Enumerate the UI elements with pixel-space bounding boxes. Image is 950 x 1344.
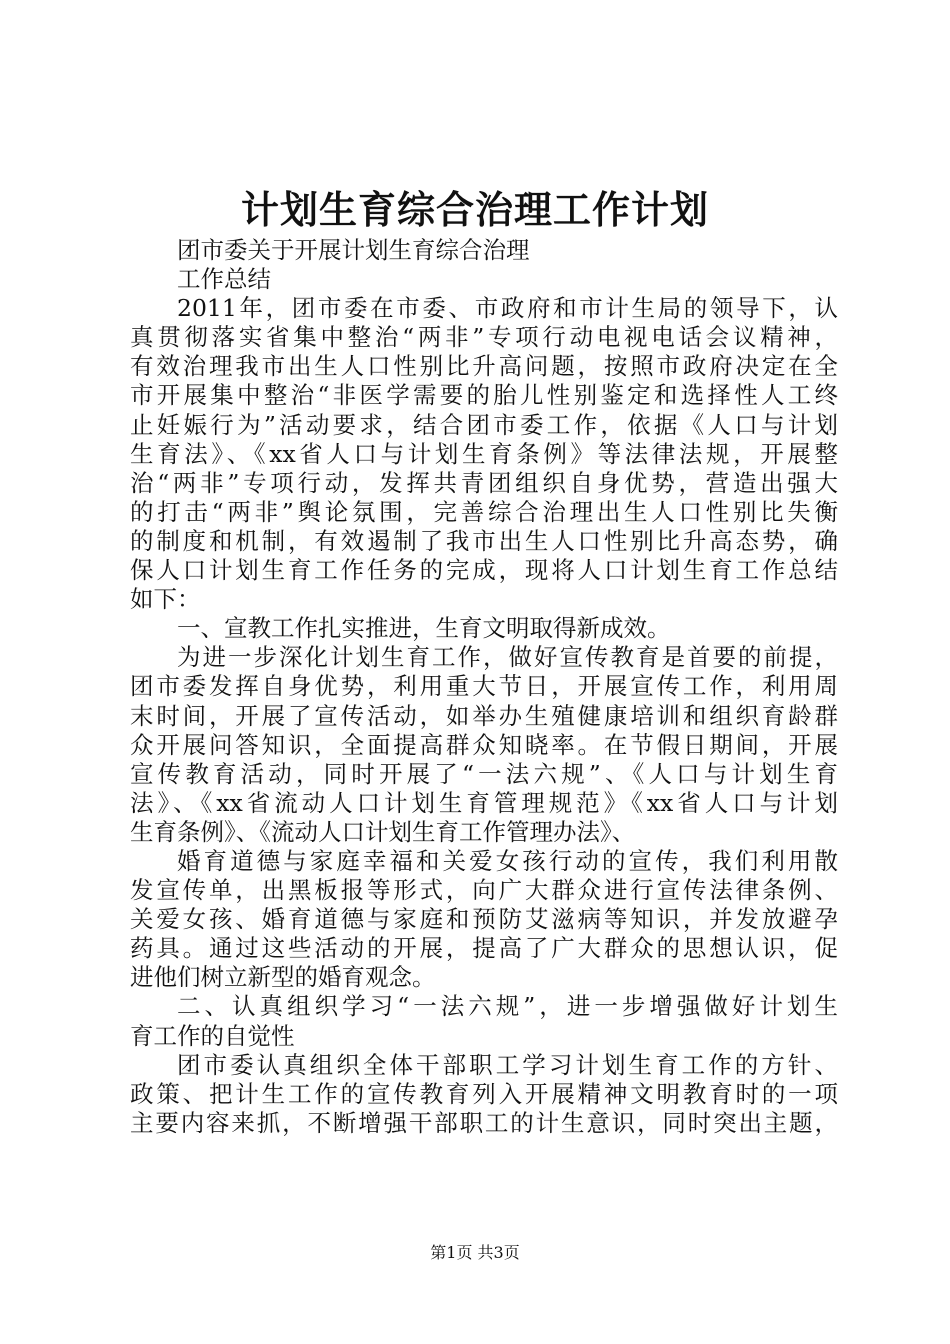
- text-line: 真贯彻落实省集中整治“两非”专项行动电视电话会议精神，: [130, 323, 838, 352]
- section-heading: 一、宣教工作扎实推进，生育文明取得新成效。: [177, 614, 671, 643]
- text-line: 团市委关于开展计划生育综合治理: [177, 236, 530, 264]
- text-line: 为进一步深化计划生育工作，做好宣传教育是首要的前提，: [177, 643, 838, 672]
- text-line: 团市委认真组织全体干部职工学习计划生育工作的方针、: [177, 1050, 838, 1079]
- text-line: 治“两非”专项行动，发挥共青团组织自身优势，营造出强大: [130, 468, 838, 497]
- text-line: 保人口计划生育工作任务的完成，现将人口计划生育工作总结: [130, 556, 838, 585]
- text-line: 进他们树立新型的婚育观念。: [130, 963, 436, 992]
- text-line: 生育条例》、《流动人口计划生育工作管理办法》、: [130, 817, 636, 846]
- text-line: 工作总结: [177, 265, 271, 294]
- page-title: 计划生育综合治理工作计划: [240, 187, 709, 232]
- text-line: 2011年，团市委在市委、市政府和市计生局的领导下，认: [177, 294, 838, 323]
- text-line: 有效治理我市出生人口性别比升高问题，按照市政府决定在全: [130, 352, 838, 381]
- text-line: 主要内容来抓，不断增强干部职工的计生意识，同时突出主题，: [130, 1108, 838, 1137]
- text-line: 育工作的自觉性: [130, 1021, 295, 1050]
- section-heading: 二、认真组织学习“一法六规”，进一步增强做好计划生: [177, 992, 838, 1021]
- text-line: 生育法》、《xx省人口与计划生育条例》等法律法规，开展整: [130, 439, 838, 468]
- text-line: 团市委发挥自身优势，利用重大节日，开展宣传工作，利用周: [130, 672, 838, 701]
- text-line: 关爱女孩、婚育道德与家庭和预防艾滋病等知识，并发放避孕: [130, 905, 838, 934]
- text-line: 止妊娠行为”活动要求，结合团市委工作，依据《人口与计划: [130, 410, 838, 439]
- text-line: 的制度和机制，有效遏制了我市出生人口性别比升高态势，确: [130, 526, 838, 555]
- text-line: 药具。通过这些活动的开展，提高了广大群众的思想认识，促: [130, 934, 838, 963]
- document-body: [130, 236, 838, 1138]
- text-line: 末时间，开展了宣传活动，如举办生殖健康培训和组织育龄群: [130, 701, 838, 730]
- text-line: 市开展集中整治“非医学需要的胎儿性别鉴定和选择性人工终: [130, 381, 838, 410]
- text-line: 的打击“两非”舆论氛围，完善综合治理出生人口性别比失衡: [130, 497, 838, 526]
- text-line: 法》、《xx省流动人口计划生育管理规范》《xx省人口与计划: [130, 788, 838, 817]
- text-line: 众开展问答知识，全面提高群众知晓率。在节假日期间，开展: [130, 730, 838, 759]
- text-line: 发宣传单，出黑板报等形式，向广大群众进行宣传法律条例、: [130, 876, 838, 905]
- text-line: 如下：: [130, 585, 201, 614]
- text-line: 宣传教育活动，同时开展了“一法六规”、《人口与计划生育: [130, 759, 838, 788]
- page-footer: 第1页 共3页: [430, 1243, 520, 1262]
- text-line: 政策、把计生工作的宣传教育列入开展精神文明教育时的一项: [130, 1079, 838, 1108]
- text-line: 婚育道德与家庭幸福和关爱女孩行动的宣传，我们利用散: [177, 846, 838, 875]
